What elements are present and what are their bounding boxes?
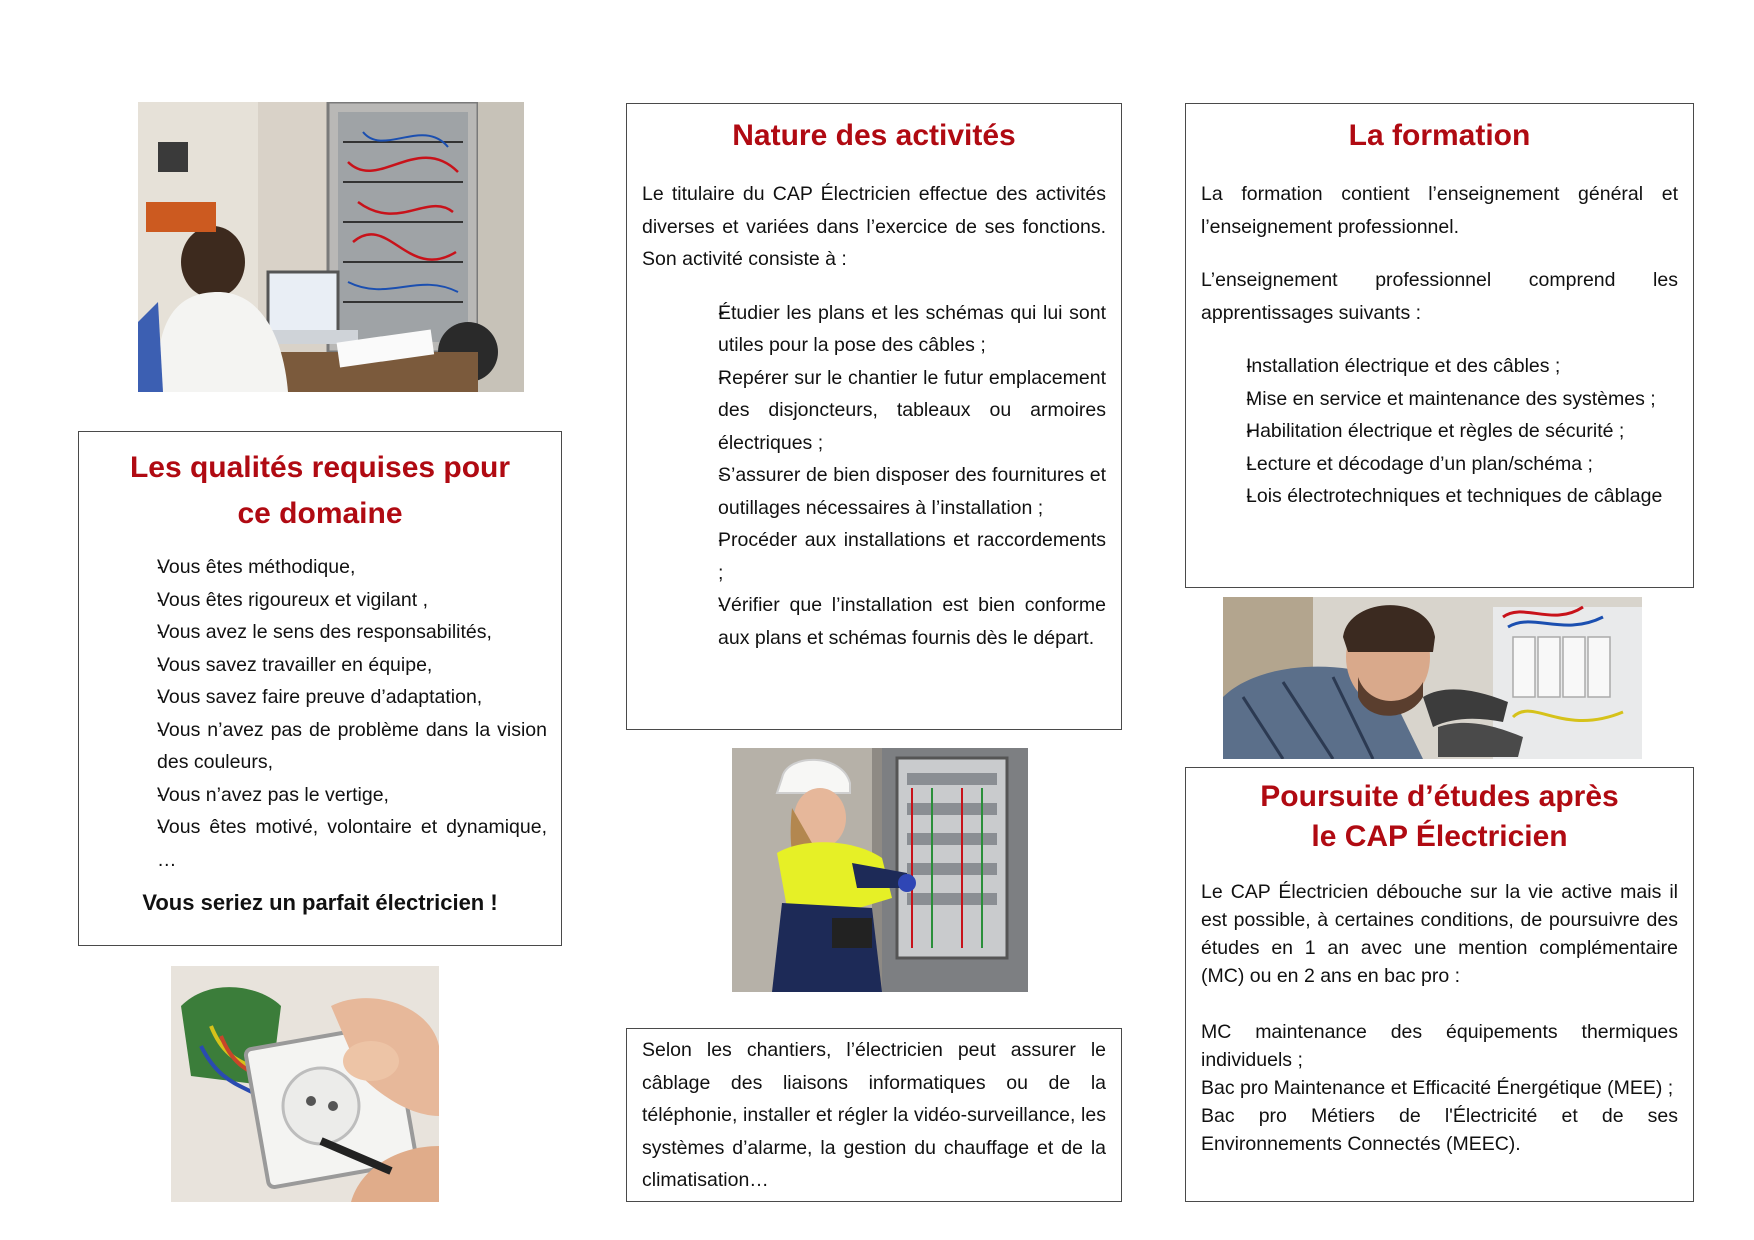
list-item: - Étudier les plans et les schémas qui lui sont utiles pour la pose des câbles ; — [680, 297, 1106, 362]
chantiers-box — [626, 1028, 1122, 1202]
socket-repair-photo — [171, 966, 439, 1202]
list-item: - Repérer sur le chantier le futur emplacement des disjoncteurs, tableaux ou armoires électriques ; — [680, 362, 1106, 460]
qualites-box — [78, 431, 562, 946]
list-item: - Mise en service et maintenance des systèmes ; — [1208, 383, 1678, 416]
nature-list — [642, 297, 1106, 655]
formation-p1: La formation contient l’enseignement général et l’enseignement professionnel. — [1201, 183, 1678, 238]
list-item: - Vous savez travailler en équipe, — [115, 649, 547, 682]
list-item: - Vous n’avez pas le vertige, — [115, 779, 547, 812]
qualites-list — [115, 551, 547, 876]
poursuite-title-line2: le CAP Électricien — [1311, 820, 1568, 853]
formation-box — [1185, 103, 1694, 588]
list-item: - Installation électrique et des câbles ; — [1208, 350, 1678, 383]
technician-at-laptop-photo — [138, 102, 524, 392]
formation-p2: L’enseignement professionnel comprend les apprentissages suivants : — [1201, 269, 1678, 324]
poursuite-option: Bac pro Métiers de l'Électricité et de ses Environnements Connectés (MEEC). — [1201, 1105, 1678, 1155]
list-item: - Vous êtes motivé, volontaire et dynamique, … — [115, 811, 547, 876]
list-item: - Vérifier que l’installation est bien conforme aux plans et schémas fournis dès le départ. — [680, 589, 1106, 654]
list-item: - Vous savez faire preuve d’adaptation, — [115, 681, 547, 714]
poursuite-box — [1185, 767, 1694, 1202]
list-item: - Vous êtes méthodique, — [115, 551, 547, 584]
nature-intro: Le titulaire du CAP Électricien effectue des activités diverses et variées dans l’exercice de ses fonctions. Son activité consiste à : — [642, 183, 1106, 270]
poursuite-intro: Le CAP Électricien débouche sur la vie active mais il est possible, à certaines conditions, de poursuivre des études en 1 an avec une mention complémentaire (MC) ou en 2 ans en bac pro : — [1201, 881, 1678, 987]
formation-body — [1186, 156, 1693, 513]
woman-electrician-photo — [732, 748, 1028, 992]
nature-box — [626, 103, 1122, 730]
poursuite-title — [1186, 768, 1693, 857]
list-item: - Vous n’avez pas de problème dans la vision des couleurs, — [115, 714, 547, 779]
poursuite-title-line1: Poursuite d’études après — [1260, 780, 1619, 813]
list-item: - Lecture et décodage d’un plan/schéma ; — [1208, 448, 1678, 481]
list-item: - Lois électrotechniques et techniques de câblage — [1208, 480, 1678, 513]
qualites-list-wrap — [79, 537, 561, 876]
poursuite-option: Bac pro Maintenance et Efficacité Énergétique (MEE) ; — [1201, 1077, 1674, 1099]
formation-title: La formation — [1348, 119, 1531, 152]
list-item: - Procéder aux installations et raccordements ; — [680, 524, 1106, 589]
list-item: - S’assurer de bien disposer des fournitures et outillages nécessaires à l’installation ; — [680, 459, 1106, 524]
qualites-title: Les qualités requises pour ce domaine — [129, 451, 511, 530]
formation-list — [1201, 350, 1678, 513]
list-item: - Vous avez le sens des responsabilités, — [115, 616, 547, 649]
nature-body — [627, 156, 1121, 654]
list-item: - Habilitation électrique et règles de sécurité ; — [1208, 415, 1678, 448]
poursuite-body — [1186, 857, 1693, 1158]
nature-title: Nature des activités — [732, 119, 1016, 152]
poursuite-option: MC maintenance des équipements thermiques individuels ; — [1201, 1021, 1678, 1071]
qualites-conclusion: Vous seriez un parfait électricien ! — [142, 890, 498, 915]
list-item: - Vous êtes rigoureux et vigilant , — [115, 584, 547, 617]
chantiers-text: Selon les chantiers, l’électricien peut assurer le câblage des liaisons informatiques ou de la téléphonie, installer et régler la vidéo-surveillance, les systèmes d’alarme, la gestion du chauffage et de la climatisation… — [642, 1039, 1106, 1191]
man-wiring-photo — [1223, 597, 1642, 759]
